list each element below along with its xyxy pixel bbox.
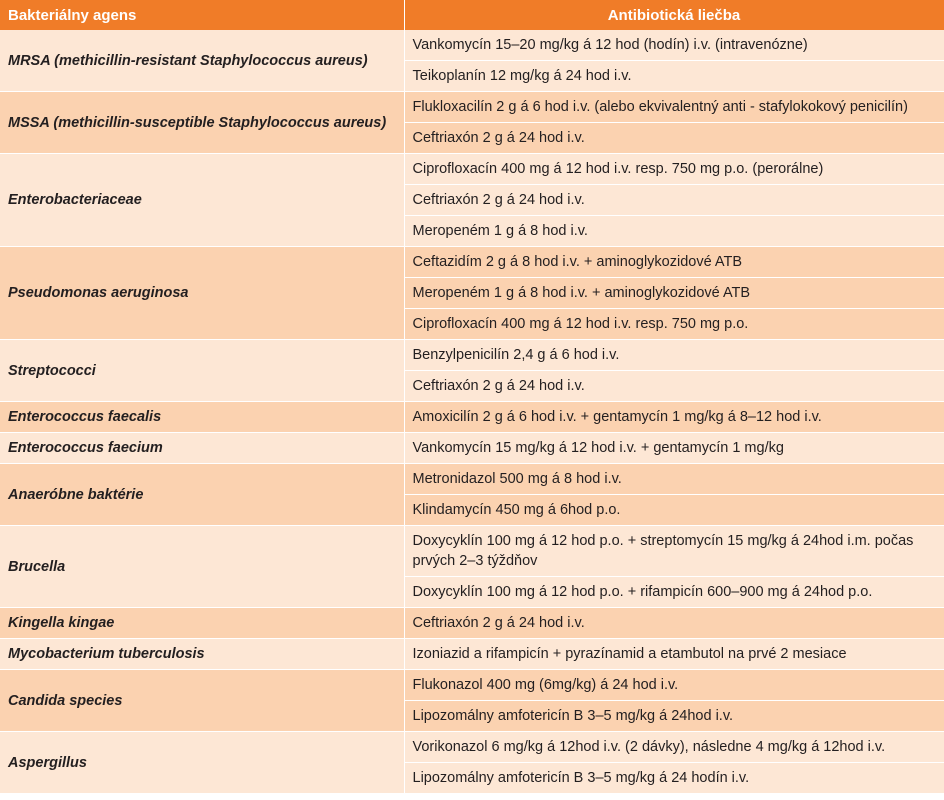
treatment-cell: Meropeném 1 g á 8 hod i.v. <box>404 216 944 247</box>
agent-cell: Enterococcus faecalis <box>0 402 404 433</box>
table-row <box>0 639 944 670</box>
table-row <box>0 340 944 371</box>
treatment-cell: Doxycyklín 100 mg á 12 hod p.o. + streptomycín 15 mg/kg á 24hod i.m. počas prvých 2–3 týždňov <box>404 526 944 577</box>
treatment-cell: Doxycyklín 100 mg á 12 hod p.o. + rifampicín 600–900 mg á 24hod p.o. <box>404 577 944 608</box>
treatment-cell: Lipozomálny amfotericín B 3–5 mg/kg á 24hod i.v. <box>404 701 944 732</box>
table-row <box>0 433 944 464</box>
treatment-cell: Lipozomálny amfotericín B 3–5 mg/kg á 24 hodín i.v. <box>404 763 944 794</box>
table-row <box>0 526 944 577</box>
table-row <box>0 608 944 639</box>
treatment-cell: Ceftriaxón 2 g á 24 hod i.v. <box>404 123 944 154</box>
agent-cell: Enterobacteriaceae <box>0 154 404 247</box>
treatment-cell: Ciprofloxacín 400 mg á 12 hod i.v. resp. 750 mg p.o. <box>404 309 944 340</box>
treatment-cell: Benzylpenicilín 2,4 g á 6 hod i.v. <box>404 340 944 371</box>
agent-cell: MSSA (methicillin-susceptible Staphylococcus aureus) <box>0 92 404 154</box>
treatment-cell: Flukonazol 400 mg (6mg/kg) á 24 hod i.v. <box>404 670 944 701</box>
treatment-cell: Metronidazol 500 mg á 8 hod i.v. <box>404 464 944 495</box>
table-row <box>0 247 944 278</box>
treatment-cell: Vorikonazol 6 mg/kg á 12hod i.v. (2 dávky), následne 4 mg/kg á 12hod i.v. <box>404 732 944 763</box>
header-agent: Bakteriálny agens <box>0 0 404 30</box>
agent-cell: Pseudomonas aeruginosa <box>0 247 404 340</box>
agent-cell: MRSA (methicillin-resistant Staphylococcus aureus) <box>0 30 404 92</box>
treatment-cell: Teikoplanín 12 mg/kg á 24 hod i.v. <box>404 61 944 92</box>
treatment-cell: Flukloxacilín 2 g á 6 hod i.v. (alebo ekvivalentný anti - stafylokokový penicilín) <box>404 92 944 123</box>
table-row <box>0 464 944 495</box>
table-row <box>0 30 944 61</box>
header-row <box>0 0 944 30</box>
treatment-cell: Amoxicilín 2 g á 6 hod i.v. + gentamycín 1 mg/kg á 8–12 hod i.v. <box>404 402 944 433</box>
table-row <box>0 670 944 701</box>
treatment-cell: Ceftriaxón 2 g á 24 hod i.v. <box>404 185 944 216</box>
header-treatment: Antibiotická liečba <box>404 0 944 30</box>
treatment-cell: Izoniazid a rifampicín + pyrazínamid a etambutol na prvé 2 mesiace <box>404 639 944 670</box>
table-body <box>0 30 944 794</box>
agent-cell: Mycobacterium tuberculosis <box>0 639 404 670</box>
agent-cell: Candida species <box>0 670 404 732</box>
treatment-cell: Meropeném 1 g á 8 hod i.v. + aminoglykozidové ATB <box>404 278 944 309</box>
agent-cell: Streptococci <box>0 340 404 402</box>
agent-cell: Brucella <box>0 526 404 608</box>
treatment-cell: Vankomycín 15–20 mg/kg á 12 hod (hodín) i.v. (intravenózne) <box>404 30 944 61</box>
table-row <box>0 92 944 123</box>
treatment-cell: Klindamycín 450 mg á 6hod p.o. <box>404 495 944 526</box>
treatment-cell: Vankomycín 15 mg/kg á 12 hod i.v. + gentamycín 1 mg/kg <box>404 433 944 464</box>
treatment-cell: Ceftazidím 2 g á 8 hod i.v. + aminoglykozidové ATB <box>404 247 944 278</box>
table-row <box>0 154 944 185</box>
treatment-cell: Ciprofloxacín 400 mg á 12 hod i.v. resp. 750 mg p.o. (perorálne) <box>404 154 944 185</box>
agent-cell: Anaeróbne baktérie <box>0 464 404 526</box>
agent-cell: Aspergillus <box>0 732 404 794</box>
treatment-cell: Ceftriaxón 2 g á 24 hod i.v. <box>404 608 944 639</box>
table-row <box>0 402 944 433</box>
treatment-cell: Ceftriaxón 2 g á 24 hod i.v. <box>404 371 944 402</box>
agent-cell: Kingella kingae <box>0 608 404 639</box>
table-row <box>0 732 944 763</box>
agent-cell: Enterococcus faecium <box>0 433 404 464</box>
